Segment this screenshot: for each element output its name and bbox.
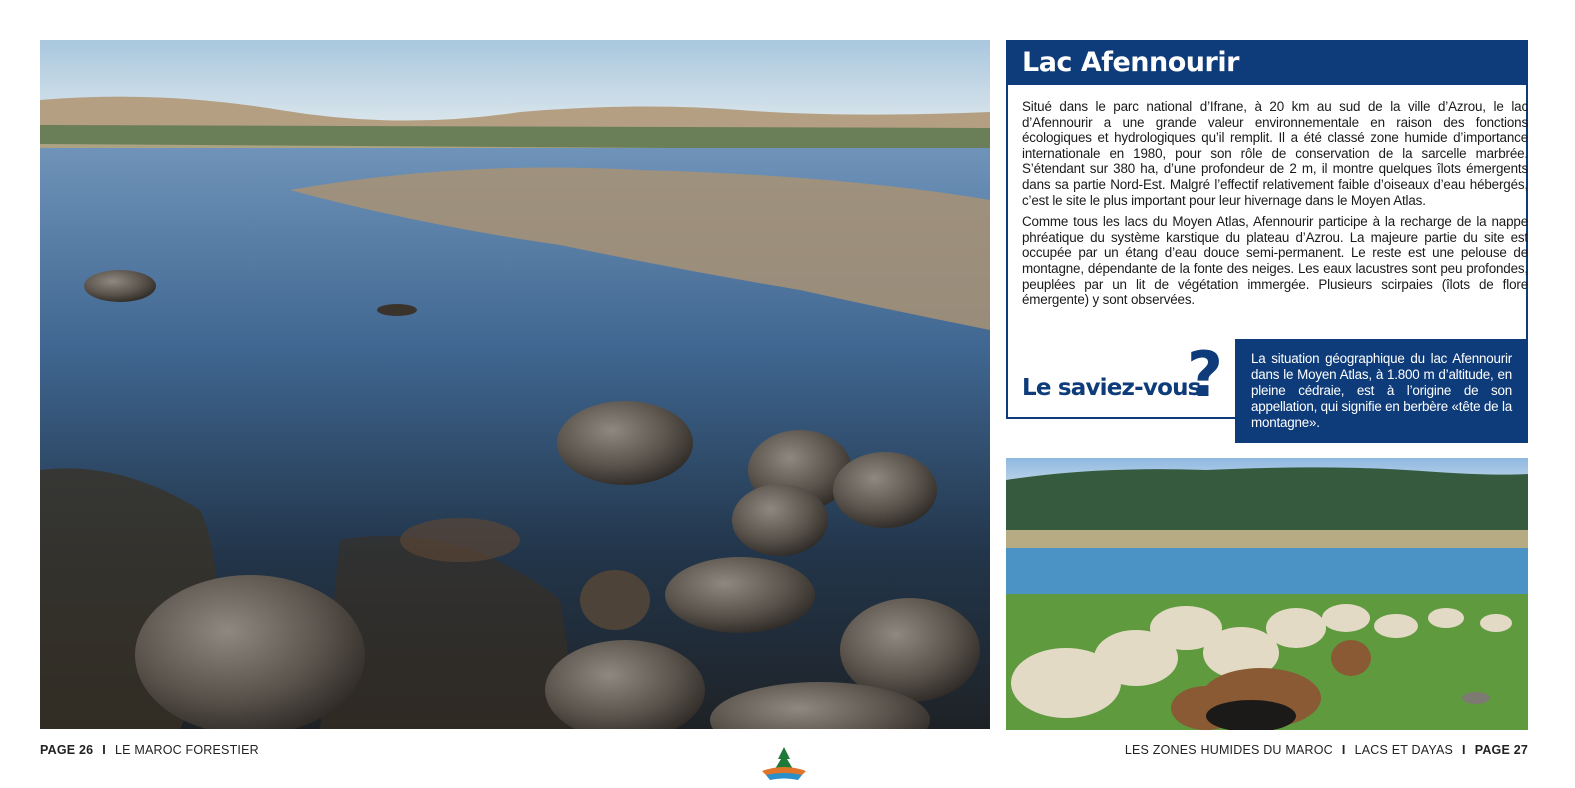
footer-separator: I	[1462, 743, 1466, 757]
article-paragraph: Situé dans le parc national d’Ifrane, à 20 km au sud de la ville d’Azrou, le lac d’Afennourir a une grande valeur environnementale en raison des fonctions écologiques et hydrologiques qu’il remplit. Il a été classé zone humide d’importance internationale en 1980, pour son rôle de conservation de la sarcelle marbrée. S’étendant sur 380 ha, d’une profondeur de 2 m, il montre quelques îlots émergents dans sa partie Nord-Est. Malgré l’effectif relativement faible d’oiseaux d’eau hébergés, c’est le site le plus important pour leur hivernage dans le Moyen Atlas.	[1022, 99, 1528, 208]
page-number-right: PAGE 27	[1474, 743, 1528, 757]
section-title-left: LE MAROC FORESTIER	[114, 743, 259, 757]
saviez-vous-box: La situation géographique du lac Afennourir dans le Moyen Atlas, à 1.800 m d’altitude, en pleine cédraie, est à l’origine de son appellation, qui signifie en berbère «tête de la montagne».	[1235, 339, 1528, 443]
footer-separator: I	[102, 743, 106, 757]
article-paragraph: Comme tous les lacs du Moyen Atlas, Afennourir participe à la recharge de la nappe phréatique du système karstique du plateau d’Azrou. La majeure partie du site est occupée par un étang d’eau douce semi-permanent. Le reste est une pelouse de montagne, dépendante de la fonte des neiges. Les eaux lacustres sont peu profondes, peuplées par un lit de végétation immergée. Plusieurs scirpaies (îlots de flore émergente) y sont observées.	[1022, 214, 1528, 308]
question-mark-icon: ?	[1187, 338, 1223, 411]
page-number-left: PAGE 26	[40, 743, 94, 757]
footer-left	[40, 743, 259, 757]
goats-lake-photo	[1006, 458, 1528, 730]
article-title: Lac Afennourir	[1006, 40, 1528, 85]
footer-separator: I	[1341, 743, 1346, 757]
saviez-vous-label: Le saviez-vous	[1022, 375, 1201, 401]
article-body	[1022, 99, 1528, 314]
subsection-title-right: LACS ET DAYAS	[1354, 743, 1454, 757]
main-lake-photo	[40, 40, 990, 729]
section-title-right: LES ZONES HUMIDES DU MAROC	[1124, 743, 1333, 757]
main-lake-photo-drawing	[40, 40, 990, 729]
forest-logo-icon	[760, 745, 808, 781]
footer-right	[1125, 743, 1528, 757]
goats-lake-photo-drawing	[1006, 458, 1528, 730]
